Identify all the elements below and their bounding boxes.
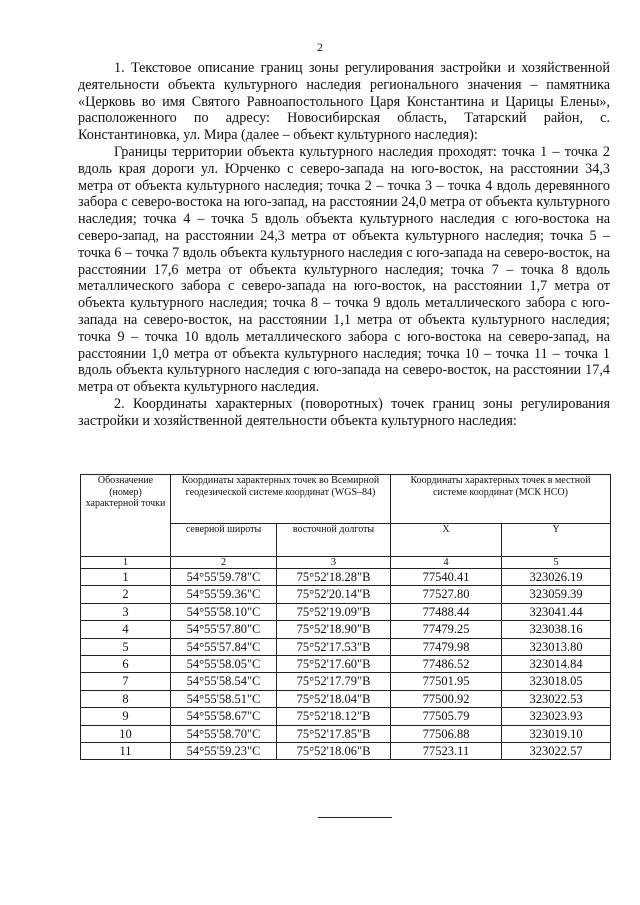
header-local-coordinates: Координаты характерных точек в местной системе координат (МСК НСО) (391, 475, 611, 524)
latitude-cell: 54°55'58.10"С (171, 603, 277, 620)
point-number-cell: 9 (81, 708, 171, 725)
x-coordinate-cell: 77505.79 (391, 708, 502, 725)
table-row (81, 638, 611, 655)
column-number: 1 (81, 557, 171, 569)
table-row (81, 742, 611, 759)
latitude-cell: 54°55'59.36"С (171, 586, 277, 603)
x-coordinate-cell: 77523.11 (391, 742, 502, 759)
coordinates-table-body (81, 569, 611, 760)
longitude-cell: 75°52'18.90"В (277, 621, 391, 638)
longitude-cell: 75°52'18.04"В (277, 690, 391, 707)
x-coordinate-cell: 77486.52 (391, 655, 502, 672)
coordinates-table-container (80, 474, 610, 760)
y-coordinate-cell: 323041.44 (502, 603, 611, 620)
column-number: 4 (391, 557, 502, 569)
longitude-cell: 75°52'18.06"В (277, 742, 391, 759)
point-number-cell: 2 (81, 586, 171, 603)
point-number-cell: 11 (81, 742, 171, 759)
coordinates-table (80, 474, 611, 760)
paragraph-zone-description: 1. Текстовое описание границ зоны регулирования застройки и хозяйственной деятельности объекта культурного наследия регионального значения – памятника «Церковь во имя Святого Равноапостольного Царя Константина и Царицы Елены», расположенного по адресу: Новосибирская область, Татарский район, с. Константиновка, ул. Мира (далее – объект культурного наследия): (78, 60, 610, 144)
header-wgs84-coordinates: Координаты характерных точек во Всемирной геодезической системе координат (WGS–84) (171, 475, 391, 524)
x-coordinate-cell: 77527.80 (391, 586, 502, 603)
longitude-cell: 75°52'17.60"В (277, 655, 391, 672)
y-coordinate-cell: 323026.19 (502, 569, 611, 586)
latitude-cell: 54°55'58.67"С (171, 708, 277, 725)
table-row (81, 621, 611, 638)
closing-line (318, 817, 392, 818)
table-row (81, 673, 611, 690)
longitude-cell: 75°52'18.28"В (277, 569, 391, 586)
point-number-cell: 10 (81, 725, 171, 742)
point-number-cell: 7 (81, 673, 171, 690)
y-coordinate-cell: 323014.84 (502, 655, 611, 672)
x-coordinate-cell: 77479.25 (391, 621, 502, 638)
x-coordinate-cell: 77501.95 (391, 673, 502, 690)
latitude-cell: 54°55'57.84"С (171, 638, 277, 655)
header-point-designation: Обозначение (номер) характерной точки (81, 475, 171, 557)
y-coordinate-cell: 323018.05 (502, 673, 611, 690)
latitude-cell: 54°55'59.78"С (171, 569, 277, 586)
table-row (81, 603, 611, 620)
x-coordinate-cell: 77479.98 (391, 638, 502, 655)
y-coordinate-cell: 323022.57 (502, 742, 611, 759)
table-row (81, 690, 611, 707)
longitude-cell: 75°52'18.12"В (277, 708, 391, 725)
longitude-cell: 75°52'17.79"В (277, 673, 391, 690)
longitude-cell: 75°52'17.53"В (277, 638, 391, 655)
column-number: 5 (502, 557, 611, 569)
header-y: Y (502, 524, 611, 557)
header-north-latitude: северной широты (171, 524, 277, 557)
point-number-cell: 6 (81, 655, 171, 672)
table-row (81, 725, 611, 742)
point-number-cell: 3 (81, 603, 171, 620)
table-row (81, 586, 611, 603)
column-number: 2 (171, 557, 277, 569)
point-number-cell: 4 (81, 621, 171, 638)
point-number-cell: 8 (81, 690, 171, 707)
latitude-cell: 54°55'58.51"С (171, 690, 277, 707)
y-coordinate-cell: 323013.80 (502, 638, 611, 655)
column-number: 3 (277, 557, 391, 569)
point-number-cell: 5 (81, 638, 171, 655)
longitude-cell: 75°52'19.09"В (277, 603, 391, 620)
table-row (81, 569, 611, 586)
longitude-cell: 75°52'17.85"В (277, 725, 391, 742)
x-coordinate-cell: 77488.44 (391, 603, 502, 620)
point-number-cell: 1 (81, 569, 171, 586)
latitude-cell: 54°55'58.05"С (171, 655, 277, 672)
latitude-cell: 54°55'58.54"С (171, 673, 277, 690)
document-body (78, 60, 610, 430)
longitude-cell: 75°52'20.14"В (277, 586, 391, 603)
paragraph-coordinates-intro: 2. Координаты характерных (поворотных) точек границ зоны регулирования застройки и хозяйственной деятельности объекта культурного наследия: (78, 395, 610, 429)
table-row (81, 655, 611, 672)
x-coordinate-cell: 77506.88 (391, 725, 502, 742)
y-coordinate-cell: 323019.10 (502, 725, 611, 742)
y-coordinate-cell: 323059.39 (502, 586, 611, 603)
y-coordinate-cell: 323023.93 (502, 708, 611, 725)
paragraph-boundary-description: Границы территории объекта культурного наследия проходят: точка 1 – точка 2 вдоль края дороги ул. Юрченко с северо-запада на юго-восток, на расстоянии 34,3 метра от объекта культурного наследия; точка 2 – точка 3 – точка 4 вдоль деревянного забора с северо-востока на юго-запад, на расстоянии 24,0 метра от объекта культурного наследия; точка 4 – точка 5 вдоль объекта культурного наследия с юго-востока на северо-запад, на расстоянии 24,3 метра от объекта культурного наследия; точка 5 – точка 6 – точка 7 вдоль объекта культурного наследия с юго-запада на северо-восток, на расстоянии 17,6 метра от объекта культурного наследия; точка 7 – точка 8 вдоль металлического забора с северо-запада на юго-восток, на расстоянии 1,7 метра от объекта культурного наследия; точка 8 – точка 9 вдоль металлического забора с юго-запада на северо-восток, на расстоянии 1,1 метра от объекта культурного наследия; точка 9 – точка 10 вдоль металлического забора с юго-востока на северо-запад, на расстоянии 1,0 метра от объекта культурного наследия; точка 10 – точка 11 – точка 1 вдоль объекта культурного наследия с юго-запада на северо-восток, на расстоянии 17,4 метра от объекта культурного наследия. (78, 143, 610, 396)
header-east-longitude: восточной долготы (277, 524, 391, 557)
latitude-cell: 54°55'59.23"С (171, 742, 277, 759)
y-coordinate-cell: 323038.16 (502, 621, 611, 638)
latitude-cell: 54°55'57.80"С (171, 621, 277, 638)
table-row (81, 708, 611, 725)
x-coordinate-cell: 77540.41 (391, 569, 502, 586)
page-number: 2 (317, 40, 323, 54)
y-coordinate-cell: 323022.53 (502, 690, 611, 707)
x-coordinate-cell: 77500.92 (391, 690, 502, 707)
latitude-cell: 54°55'58.70"С (171, 725, 277, 742)
header-x: X (391, 524, 502, 557)
